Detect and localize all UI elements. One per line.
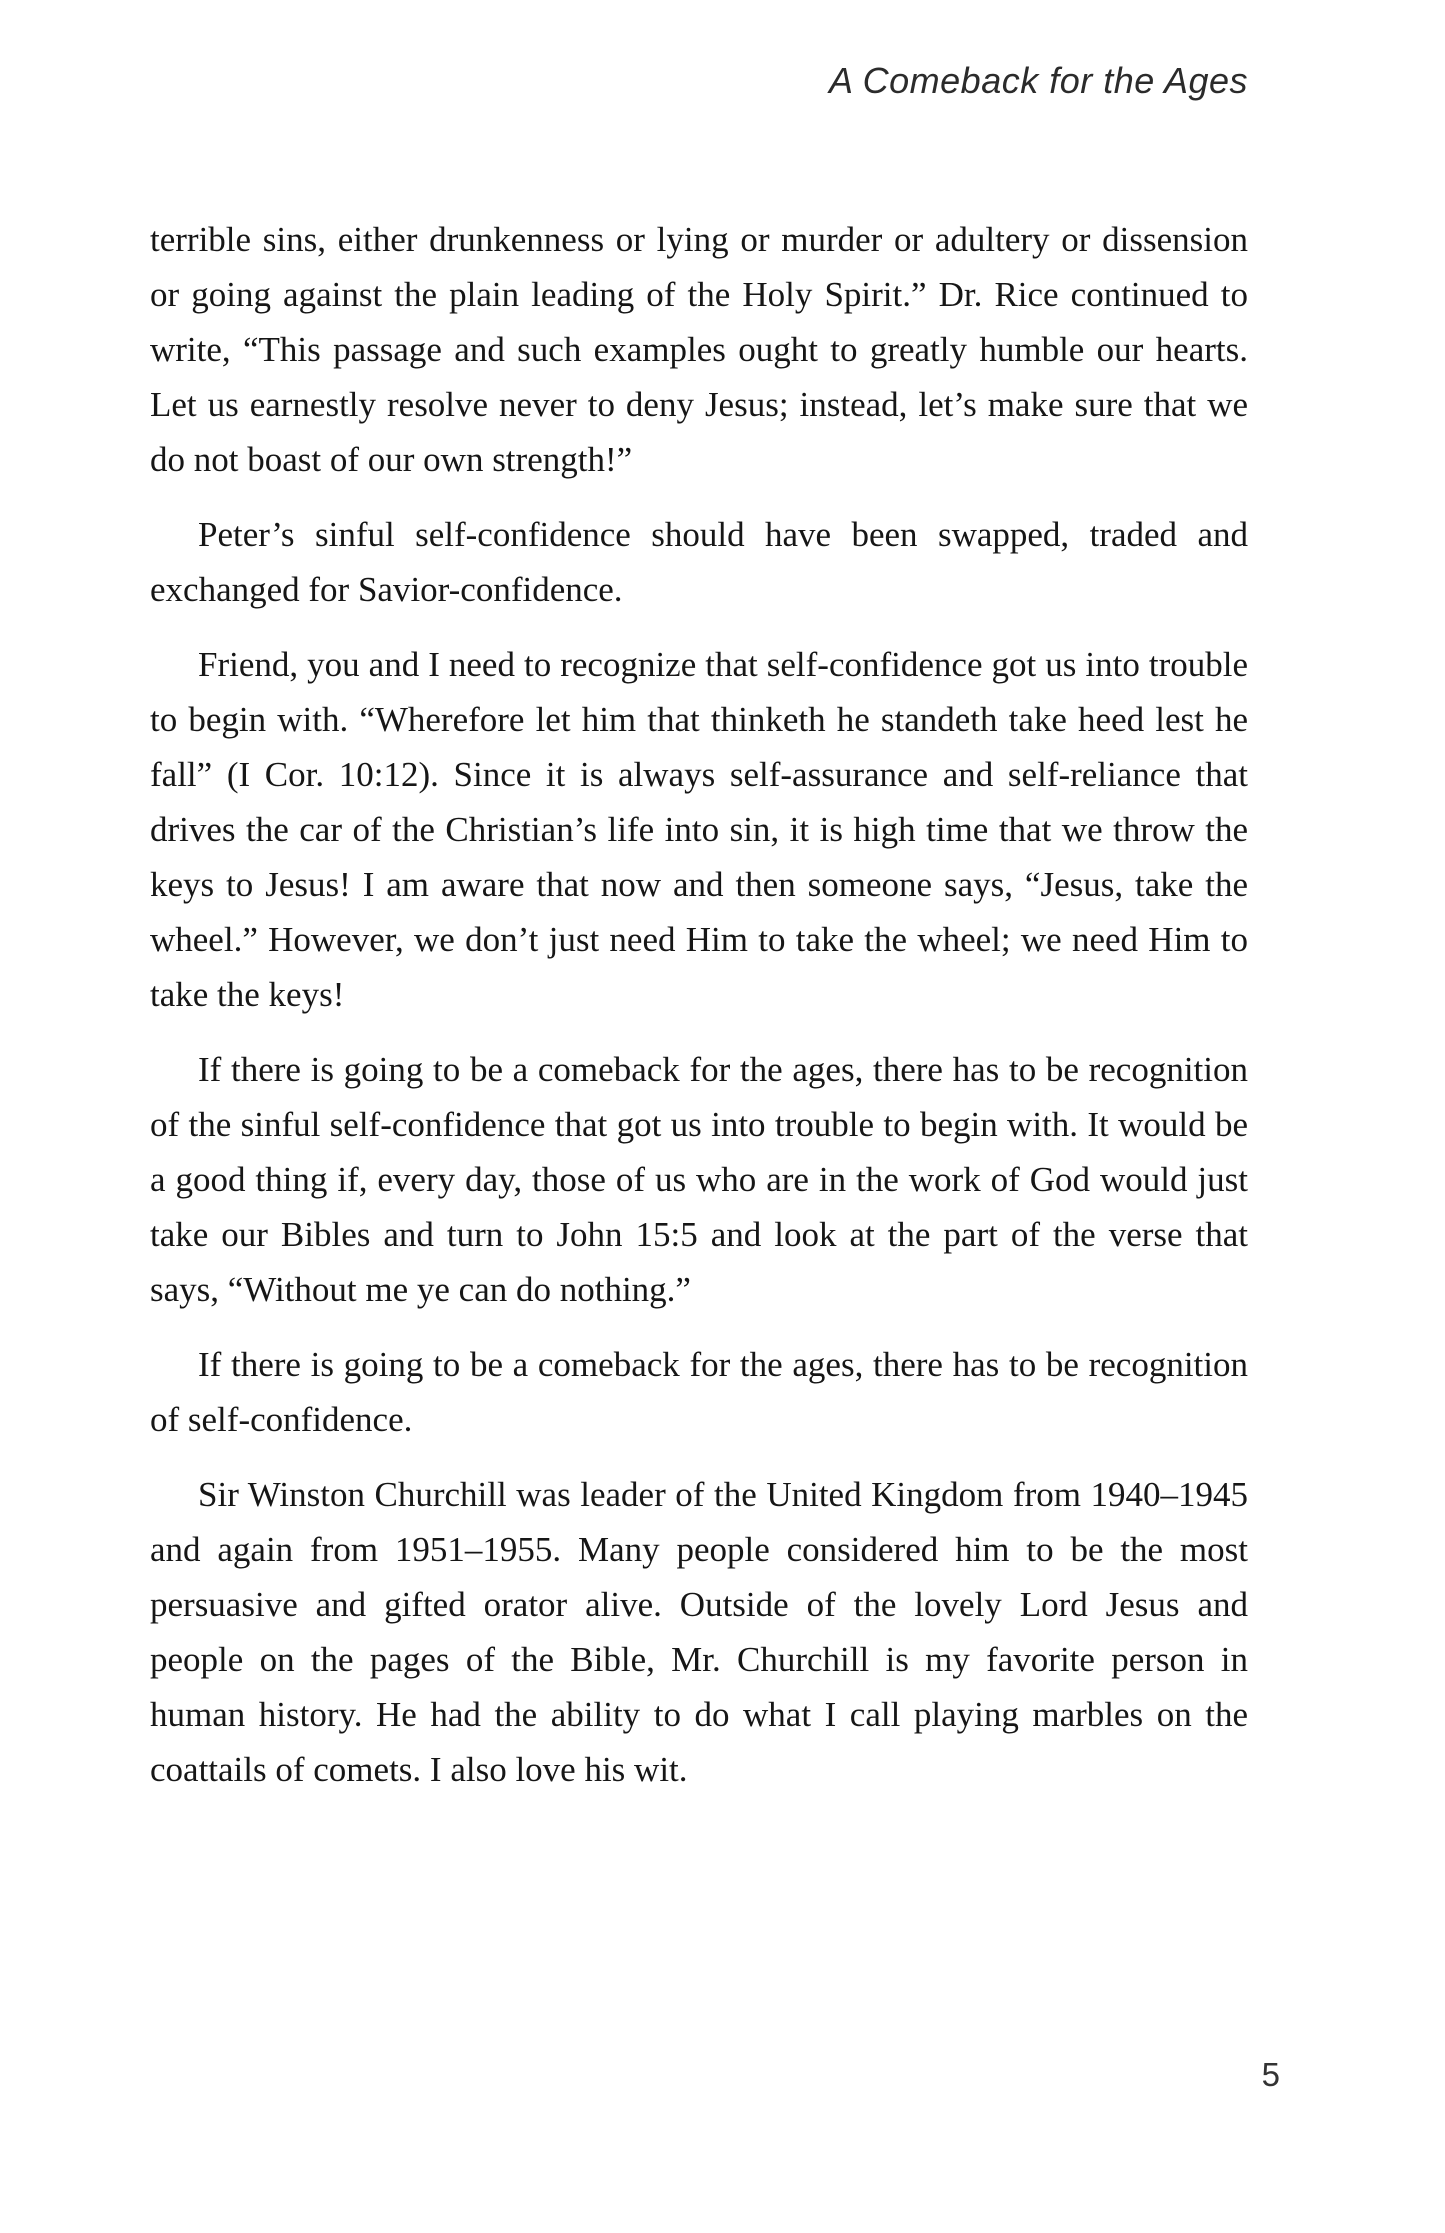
paragraph: Friend, you and I need to recognize that self-confidence got us into trouble to begin with. “Wherefore let him that thinketh he standeth take heed lest he fall” (I Cor. 10:12). Since it is always self-assurance and self-reliance that drives the car of the Christian’s life into sin, it is high time that we throw the keys to Jesus! I am aware that now and then someone says, “Jesus, take the wheel.” However, we don’t just need Him to take the wheel; we need Him to take the keys! [150,645,1248,1014]
paragraph: Peter’s sinful self-confidence should have been swapped, traded and exchanged for Savior-confidence. [150,515,1248,609]
paragraph: Sir Winston Churchill was leader of the United Kingdom from 1940–1945 and again from 1951–1955. Many people considered him to be the most persuasive and gifted orator alive. Outside of the lovely Lord Jesus and people on the pages of the Bible, Mr. Churchill is my favorite person in human history. He had the ability to do what I call playing marbles on the coattails of comets. I also love his wit. [150,1475,1248,1789]
running-header-title: A Comeback for the Ages [828,60,1248,101]
paragraph: If there is going to be a comeback for the ages, there has to be recognition of the sinful self-confidence that got us into trouble to begin with. It would be a good thing if, every day, those of us who are in the work of God would just take our Bibles and turn to John 15:5 and look at the part of the verse that says, “Without me ye can do nothing.” [150,1050,1248,1309]
page-footer [150,2056,1280,2094]
page-number: 5 [1261,2056,1280,2093]
paragraph: terrible sins, either drunkenness or lying or murder or adultery or dissension or going against the plain leading of the Holy Spirit.” Dr. Rice continued to write, “This passage and such examples ought to greatly humble our hearts. Let us earnestly resolve never to deny Jesus; instead, let’s make sure that we do not boast of our own strength!” [150,220,1248,479]
running-header [150,60,1248,102]
page-body [150,212,1248,1817]
paragraph: If there is going to be a comeback for the ages, there has to be recognition of self-confidence. [150,1345,1248,1439]
